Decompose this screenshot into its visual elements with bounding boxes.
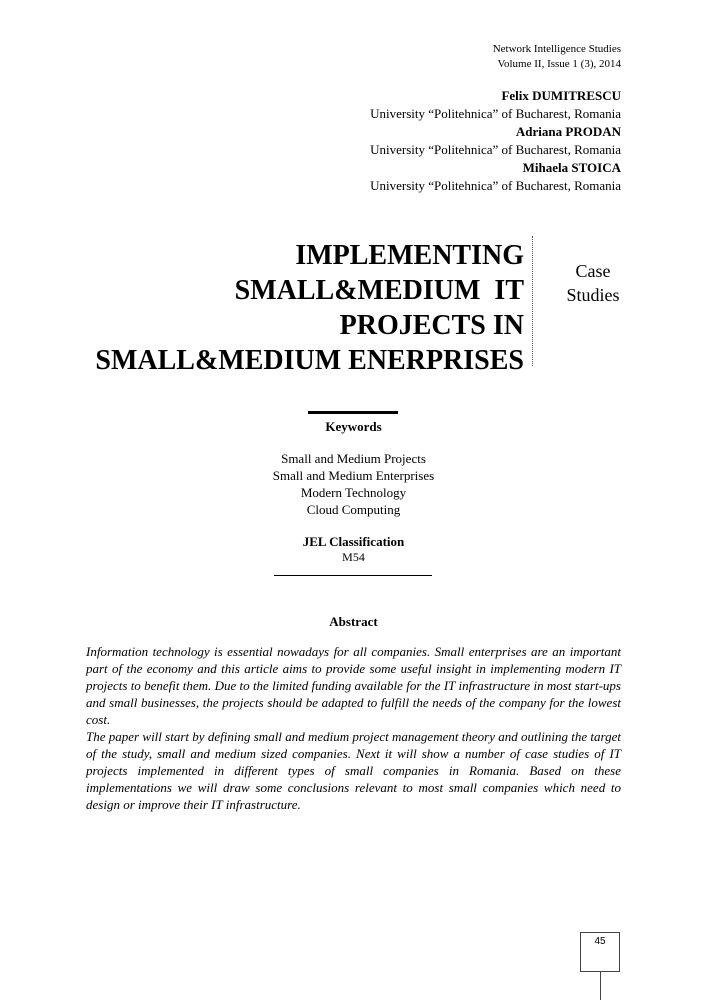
section-tag-line: Case xyxy=(575,261,611,281)
page-number: 45 xyxy=(594,936,606,947)
paper-title xyxy=(54,238,524,378)
title-line: PROJECTS IN xyxy=(339,310,524,341)
page-number-box xyxy=(580,932,620,972)
page-number-tail xyxy=(600,972,601,1000)
abstract-heading: Abstract xyxy=(329,614,378,629)
title-divider xyxy=(532,236,533,366)
keywords-top-rule xyxy=(308,411,398,414)
abstract-paragraph: The paper will start by defining small and medium project management theory and outlining the target of the study, small and medium sized companies. Next it will show a number of case studies of IT projects implemented in different types of small companies in Romania. Based on these implementations we will draw some conclusions relevant to most small companies which need to design or improve their IT infrastructure. xyxy=(86,729,621,812)
journal-name: Network Intelligence Studies xyxy=(492,43,621,55)
jel-heading: JEL Classification xyxy=(302,534,405,549)
author-name: Felix DUMITRESCU xyxy=(501,88,621,103)
author-affiliation: University “Politehnica” of Bucharest, Romania xyxy=(370,142,621,157)
author-affiliation: University “Politehnica” of Bucharest, Romania xyxy=(370,106,621,121)
title-line: SMALL&MEDIUM IT xyxy=(234,275,524,306)
abstract-body xyxy=(86,643,621,813)
keyword-item: Small and Medium Projects xyxy=(281,451,426,466)
author-affiliation: University “Politehnica” of Bucharest, Romania xyxy=(370,178,621,193)
keyword-item: Cloud Computing xyxy=(306,502,401,517)
title-line: IMPLEMENTING xyxy=(295,240,524,271)
section-tag xyxy=(558,259,628,307)
author-name: Adriana PRODAN xyxy=(515,124,621,139)
keywords-list xyxy=(0,450,707,518)
section-tag-line: Studies xyxy=(566,285,620,305)
keyword-item: Modern Technology xyxy=(300,485,407,500)
journal-issue: Volume II, Issue 1 (3), 2014 xyxy=(497,58,621,70)
keywords-heading: Keywords xyxy=(325,419,382,434)
keywords-bottom-rule xyxy=(274,575,432,576)
abstract-paragraph: Information technology is essential nowadays for all companies. Small enterprises are an important part of the economy and this article aims to provide some useful insight in implementing modern IT projects to benefit them. Due to the limited funding available for the IT infrastructure in most start-ups and small businesses, the projects should be adapted to fulfill the needs of the company for the lowest cost. xyxy=(86,644,621,727)
jel-code: M54 xyxy=(342,550,365,564)
title-line: SMALL&MEDIUM ENERPRISES xyxy=(95,345,524,376)
author-block xyxy=(370,87,621,195)
keyword-item: Small and Medium Enterprises xyxy=(272,468,435,483)
journal-header xyxy=(493,42,621,72)
author-name: Mihaela STOICA xyxy=(522,160,621,175)
